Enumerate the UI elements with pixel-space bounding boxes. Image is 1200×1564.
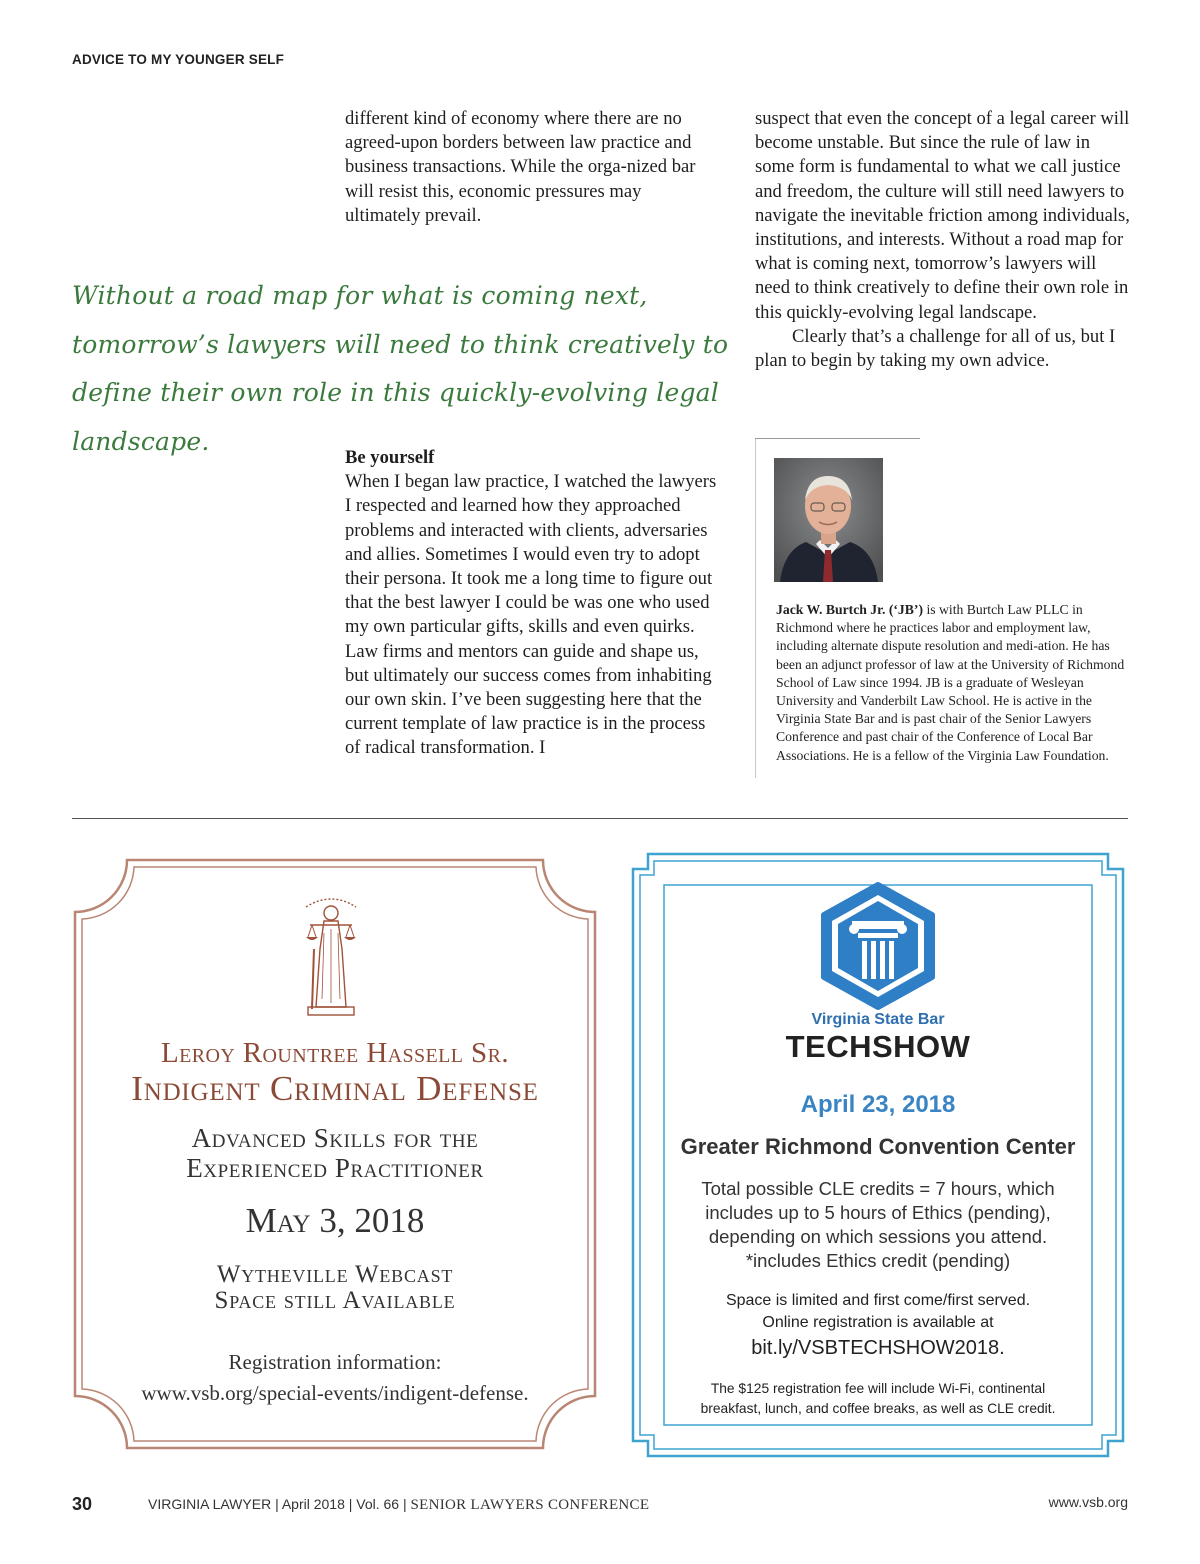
vsb-column-logo-icon — [818, 881, 938, 1011]
ad-left-reg-url[interactable]: www.vsb.org/special-events/indigent-defense. — [141, 1381, 529, 1405]
ad-right-venue: Greater Richmond Convention Center — [680, 1134, 1076, 1159]
column-right-top — [755, 107, 1130, 373]
ad-right-link-line — [630, 1337, 1126, 1360]
ad-right-cle3: depending on which sessions you attend. — [708, 1226, 1048, 1247]
ad-right-brand: Virginia State Bar — [811, 1011, 945, 1028]
ad-left-date: May 3, 2018 — [245, 1201, 425, 1240]
author-bio — [776, 601, 1138, 765]
bio-rule-horizontal — [755, 438, 920, 439]
ad-right-fee2: breakfast, lunch, and coffee breaks, as well as CLE credit. — [700, 1401, 1056, 1416]
ad-right-space1: Space is limited and first come/first served. — [725, 1292, 1031, 1309]
column-mid-top-text: different kind of economy where there are no agreed-upon borders between law practice and business transactions. While the orga-nized bar will resist this, economic pressures may ultimately prevail. — [345, 108, 696, 226]
lady-justice-icon — [298, 889, 364, 1019]
ad-right-link-period: . — [999, 1337, 1005, 1359]
author-bio-text: is with Burtch Law PLLC in Richmond where he practices labor and employment law, including alternate dispute resolution and medi-ation. He has been an adjunct professor of law at the University of Richmond School of Law since 1994. JB is a graduate of Wesleyan University and Vanderbilt Law School. He is active in the Virginia State Bar and is past chair of the Senior Lawyers Conference and past chair of the Conference of Local Bar Associations. He is a fellow of the Virginia Law Foundation. — [776, 602, 1125, 763]
ad-techshow — [630, 851, 1126, 1459]
ad-left-reg-label: Registration information: — [228, 1350, 442, 1374]
bio-rule-vertical — [755, 438, 756, 778]
ad-indigent-defense — [72, 857, 598, 1451]
section-be-yourself — [345, 446, 717, 761]
column-right-para1: suspect that even the concept of a legal career will become unstable. But since the rule of law in some form is fundamental to what we call justice and freedom, the culture will still need lawyers to navigate the inevitable friction among individuals, institutions, and interests. Without a road map for what is coming next, tomorrow’s lawyers will need to think creatively to define their own role in this quickly-evolving legal landscape. — [755, 108, 1130, 323]
ad-right-event: TECHSHOW — [785, 1029, 971, 1064]
footer-section: SENIOR LAWYERS CONFERENCE — [410, 1497, 650, 1513]
ad-right-date: April 23, 2018 — [800, 1091, 956, 1118]
page-number: 30 — [72, 1494, 93, 1514]
footer-url[interactable]: www.vsb.org — [1048, 1494, 1128, 1510]
section-label: ADVICE TO MY YOUNGER SELF — [72, 52, 285, 67]
footer-publication — [148, 1496, 649, 1514]
section-text: When I began law practice, I watched the lawyers I respected and learned how they approached problems and interacted with clients, adversaries and allies. Sometimes I would even try to adopt their persona. It took me a long time to figure out that the best lawyer I could be was one who used my own particular gifts, skills and even quirks. Law firms and mentors can guide and shape us, but ultimately our success comes from inhabiting our own skin. I’ve been suggesting here that the current template of law practice is in the process of radical transformation. I — [345, 471, 717, 759]
ad-right-cle4: *includes Ethics credit (pending) — [745, 1250, 1011, 1271]
ad-left-sub1: Advanced Skills for the — [191, 1123, 479, 1153]
ad-right-cle1: Total possible CLE credits = 7 hours, which — [701, 1178, 1055, 1199]
footer-publication-text: VIRGINIA LAWYER | April 2018 | Vol. 66 | — [148, 1496, 411, 1512]
ad-right-cle2: includes up to 5 hours of Ethics (pending), — [705, 1202, 1051, 1223]
ad-right-fee1: The $125 registration fee will include Wi-Fi, continental — [710, 1381, 1046, 1396]
pull-quote: Without a road map for what is coming next, tomorrow’s lawyers will need to think creatively to define their own role in this quickly-evolving legal landscape. — [72, 281, 729, 456]
author-nickname: (‘JB’) — [888, 602, 924, 617]
ad-right-link[interactable]: bit.ly/VSBTECHSHOW2018 — [751, 1337, 1000, 1359]
ad-left-loc2: Space still Available — [214, 1287, 456, 1314]
ad-left-title2: Indigent Criminal Defense — [131, 1069, 539, 1108]
ad-left-loc1: Wytheville Webcast — [216, 1261, 454, 1288]
column-right-para2: Clearly that’s a challenge for all of us, but I plan to begin by taking my own advice. — [755, 325, 1116, 372]
author-photo — [774, 458, 883, 582]
author-name: Jack W. Burtch Jr. — [776, 602, 886, 617]
column-mid-top — [345, 107, 717, 228]
ad-right-space2: Online registration is available at — [762, 1314, 994, 1331]
section-heading: Be yourself — [345, 447, 435, 468]
ad-left-title1: Leroy Rountree Hassell Sr. — [161, 1037, 509, 1069]
ad-left-sub2: Experienced Practitioner — [186, 1153, 484, 1183]
ad-separator — [72, 818, 1128, 819]
